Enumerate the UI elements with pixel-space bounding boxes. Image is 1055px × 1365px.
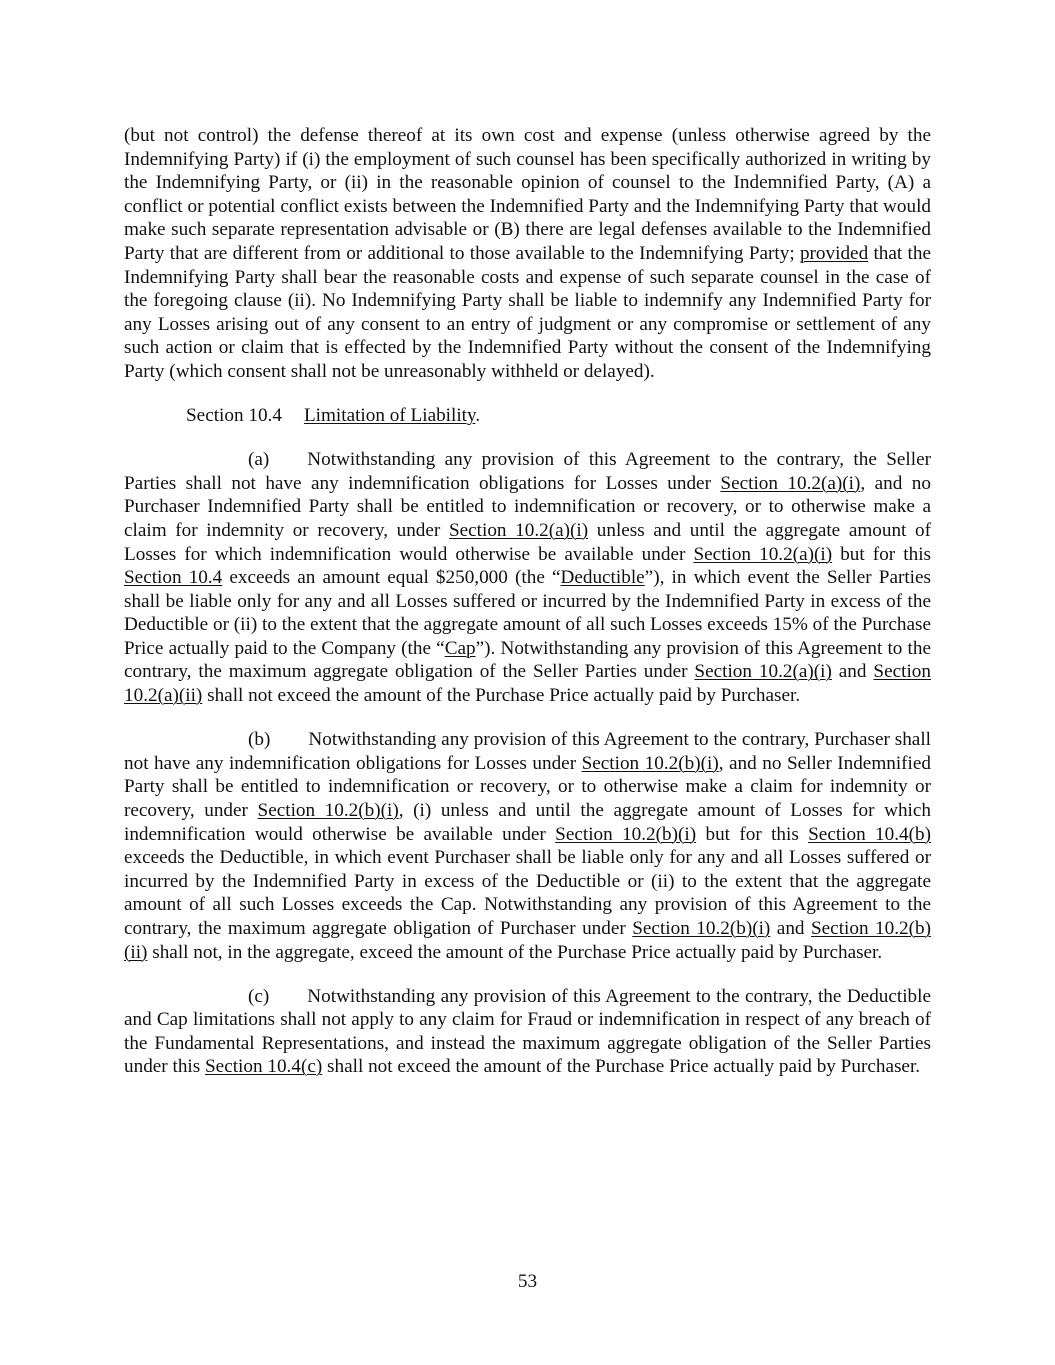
subsection-c-label: (c) — [248, 985, 270, 1007]
carryover-paragraph: (but not control) the defense thereof at its own cost and expense (unless otherwise agreed by the Indemnifying Party) if (i) the employment of such counsel has been specifically authorized in writing by the Indemnifying Party, or (ii) in the reasonable opinion of counsel to the Indemnified Party, (A) a conflict or potential conflict exists between the Indemnified Party and the Indemnifying Party that would make such separate representation advisable or (B) there are legal defenses available to the Indemnified Party that are different from or additional to those available to the Indemnifying Party; provided that the Indemnifying Party shall bear the reasonable costs and expense of such separate counsel in the case of the foregoing clause (ii). No Indemnifying Party shall be liable to indemnify any Indemnified Party for any Losses arising out of any consent to an entry of judgment or any compromise or settlement of any such action or claim that is effected by the Indemnified Party without the consent of the Indemnifying Party (which consent shall not be unreasonably withheld or delayed). — [124, 125, 931, 382]
cross-reference: Section 10.2(b)(i) — [257, 799, 399, 821]
subsection-b: (b) Notwithstanding any provision of this Agreement to the contrary, Purchaser shall not have any indemnification obligations for Losses under Section 10.2(b)(i), and no Seller Indemnified Party shall be entitled to indemnification or recovery, or to otherwise make a claim for indemnity or recovery, under Section 10.2(b)(i), (i) unless and until the aggregate amount of Losses for which indemnification would otherwise be available under Section 10.2(b)(i) but for this Section 10.4(b) exceeds the Deductible, in which event Purchaser shall be liable only for any and all Losses suffered or incurred by the Indemnified Party in excess of the Deductible or (ii) to the extent that the aggregate amount of all such Losses exceeds the Cap. Notwithstanding any provision of this Agreement to the contrary, the maximum aggregate obligation of Purchaser under Section 10.2(b)(i) and Section 10.2(b)(ii) shall not, in the aggregate, exceed the amount of the Purchase Price actually paid by Purchaser. — [124, 729, 931, 963]
cross-reference: Section 10.2(a)(i) — [693, 543, 833, 565]
provided-term: provided — [799, 242, 869, 264]
subsection-c: (c) Notwithstanding any provision of this Agreement to the contrary, the Deductible and Cap limitations shall not apply to any claim for Fraud or indemnification in respect of any breach of the Fundamental Representations, and instead the maximum aggregate obligation of the Seller Parties under this Section 10.4(c) shall not exceed the amount of the Purchase Price actually paid by Purchaser. — [124, 985, 931, 1078]
document-body — [124, 124, 931, 1099]
cross-reference: Section 10.2(b)(i) — [632, 917, 771, 939]
cross-reference: Section 10.2(a)(i) — [720, 472, 861, 494]
page-number: 53 — [517, 1271, 538, 1292]
section-10-4-heading: Section 10.4 Limitation of Liability. — [186, 405, 481, 427]
cross-reference: Section 10.2(b)(i) — [555, 823, 697, 845]
subsection-a: (a) Notwithstanding any provision of this Agreement to the contrary, the Seller Parties shall not have any indemnification obligations for Losses under Section 10.2(a)(i), and no Purchaser Indemnified Party shall be entitled to indemnification or recovery, or to otherwise make a claim for indemnity or recovery, under Section 10.2(a)(i) unless and until the aggregate amount of Losses for which indemnification would otherwise be available under Section 10.2(a)(i) but for this Section 10.4 exceeds an amount equal $250,000 (the “Deductible”), in which event the Seller Parties shall be liable only for any and all Losses suffered or incurred by the Indemnified Party in excess of the Deductible or (ii) to the extent that the aggregate amount of all such Losses exceeds 15% of the Purchase Price actually paid to the Company (the “Cap”). Notwithstanding any provision of this Agreement to the contrary, the maximum aggregate obligation of the Seller Parties under Section 10.2(a)(i) and Section 10.2(a)(ii) shall not exceed the amount of the Purchase Price actually paid by Purchaser. — [124, 449, 932, 707]
cross-reference: Section 10.2(a)(i) — [448, 519, 589, 541]
section-number: Section 10.4 — [186, 405, 282, 427]
cross-reference: Section 10.4(b) — [808, 823, 931, 845]
subsection-b-label: (b) — [248, 729, 271, 751]
defined-term-deductible: Deductible — [560, 567, 645, 589]
cross-reference: Section 10.2(a)(i) — [694, 661, 832, 683]
cross-reference: Section 10.2(b)(i) — [581, 752, 719, 774]
subsection-a-label: (a) — [248, 449, 270, 471]
cross-reference: Section 10.4 — [124, 567, 223, 589]
defined-term-cap: Cap — [444, 637, 476, 659]
cross-reference: Section 10.2(a)(ii) — [124, 661, 931, 707]
cross-reference: Section 10.2(b)(ii) — [124, 917, 931, 963]
section-title: Limitation of Liability — [303, 405, 476, 427]
cross-reference: Section 10.4(c) — [205, 1056, 323, 1078]
